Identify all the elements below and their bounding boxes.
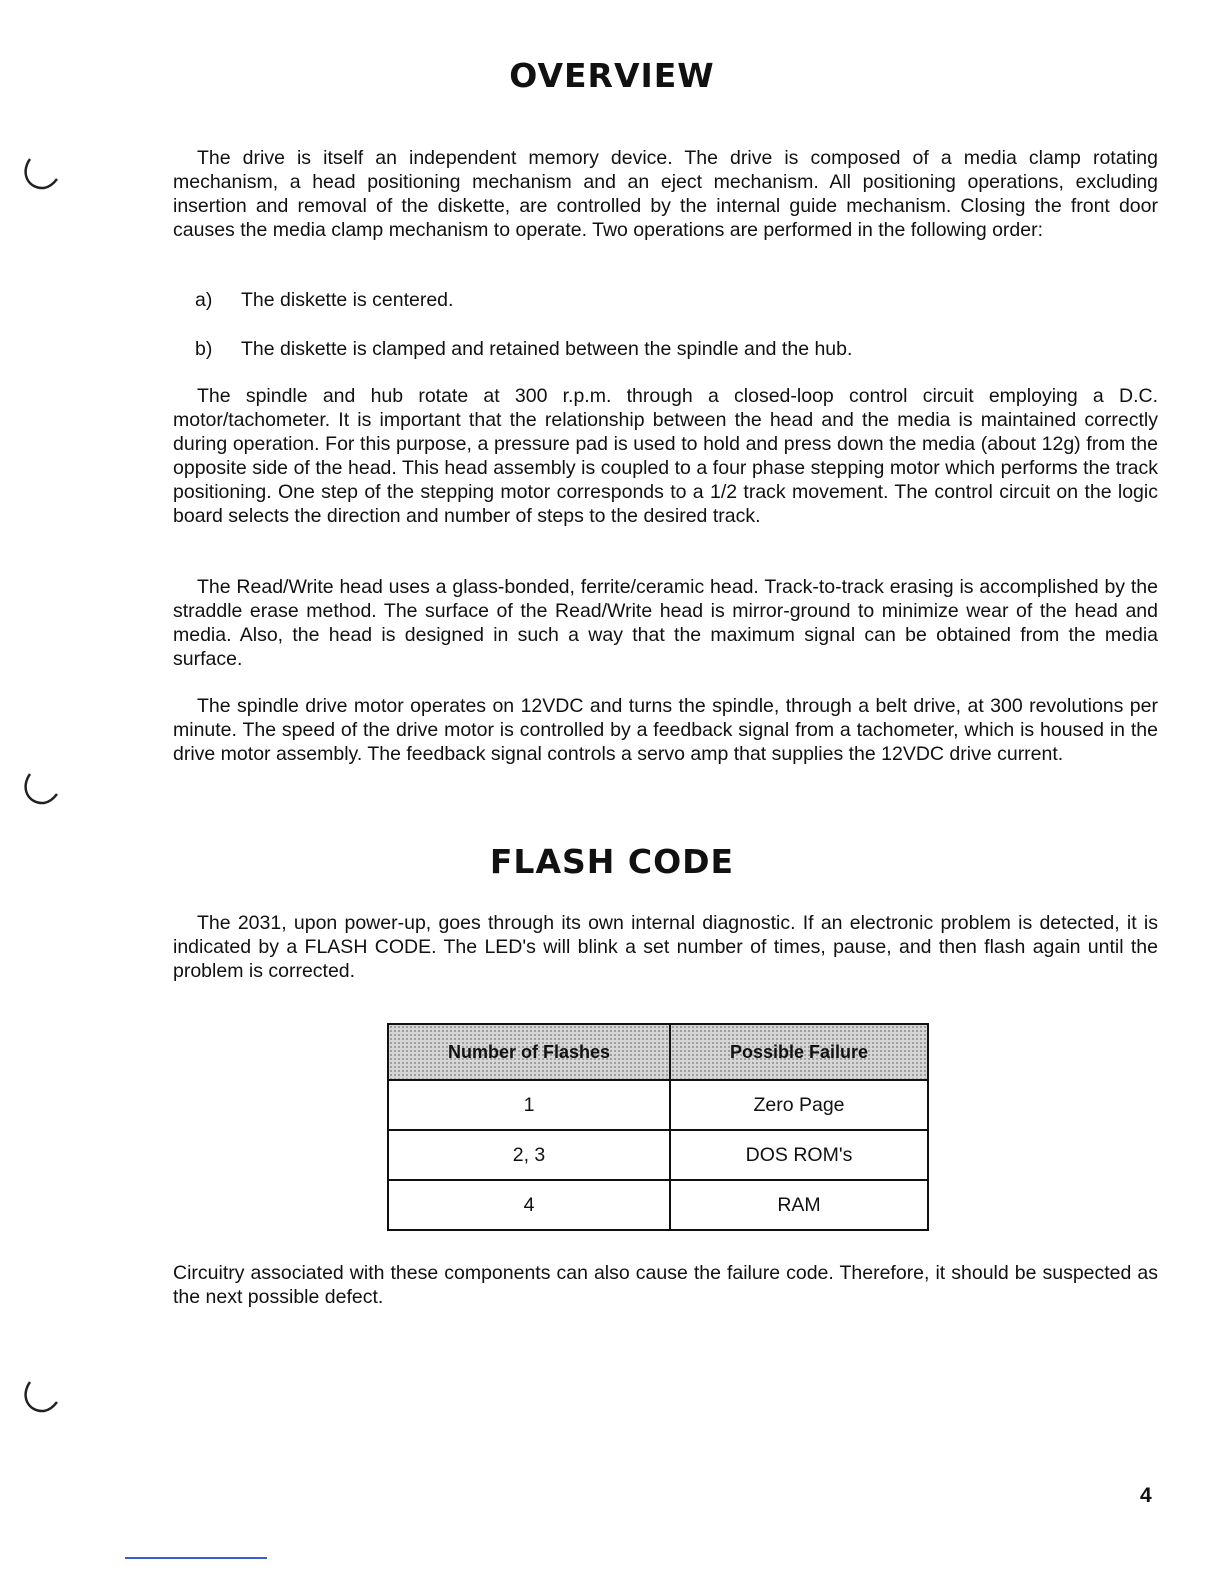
- flash-code-intro-text: The 2031, upon power-up, goes through its own internal diagnostic. If an electronic problem is detected, it is indicated by a FLASH CODE. The LED's will blink a set number of times, pause, and then flash again until the problem is corrected.: [173, 912, 1158, 982]
- binder-hole-icon: [22, 155, 60, 193]
- flashes-cell: 1: [388, 1080, 670, 1130]
- flash-code-outro-paragraph: Circuitry associated with these components can also cause the failure code. Therefore, it should be suspected as the next possible defect.: [173, 1262, 1158, 1308]
- table-row: [388, 1080, 928, 1130]
- failure-cell: RAM: [670, 1180, 928, 1230]
- flashes-cell: 4: [388, 1180, 670, 1230]
- binder-hole-icon: [22, 770, 60, 808]
- spindle-motor-text: The spindle drive motor operates on 12VDC and turns the spindle, through a belt drive, at 300 revolutions per minute. The speed of the drive motor is controlled by a feedback signal from a tachometer, which is housed in the drive motor assembly. The feedback signal controls a servo amp that supplies the 12VDC drive current.: [173, 695, 1158, 765]
- step-b: [195, 337, 852, 361]
- overview-intro-paragraph: [173, 146, 1158, 242]
- flash-code-heading: FLASH CODE: [489, 842, 735, 881]
- step-b-text: The diskette is clamped and retained between the spindle and the hub.: [241, 338, 853, 360]
- flash-code-intro-paragraph: [173, 911, 1158, 983]
- step-a-label: a): [195, 289, 213, 311]
- binder-hole-icon: [22, 1378, 60, 1416]
- read-write-head-text: The Read/Write head uses a glass-bonded, ferrite/ceramic head. Track-to-track erasing is accomplished by the straddle erase method. The surface of the Read/Write head is mirror-ground to minimize wear of the head and media. Also, the head is designed in such a way that the maximum signal can be obtained from the media surface.: [173, 576, 1158, 670]
- spindle-text: The spindle and hub rotate at 300 r.p.m. through a closed-loop control circuit employing a D.C. motor/tachometer. It is important that the relationship between the head and the media is maintained correctly during operation. For this purpose, a pressure pad is used to hold and press down the media (about 12g) from the opposite side of the head. This head assembly is coupled to a four phase stepping motor which performs the track positioning. One step of the stepping motor corresponds to a 1/2 track movement. The control circuit on the logic board selects the direction and number of steps to the desired track.: [173, 385, 1158, 527]
- column-header-failure: Possible Failure: [670, 1024, 928, 1080]
- step-b-label: b): [195, 338, 213, 360]
- spindle-motor-paragraph: [173, 694, 1158, 766]
- overview-intro-text: The drive is itself an independent memory device. The drive is composed of a media clamp rotating mechanism, a head positioning mechanism and an eject mechanism. All positioning operations, excluding insertion and removal of the diskette, are controlled by the internal guide mechanism. Closing the front door causes the media clamp mechanism to operate. Two operations are performed in the following order:: [173, 147, 1158, 241]
- column-header-flashes: Number of Flashes: [388, 1024, 670, 1080]
- scan-edge-line: [125, 1557, 267, 1559]
- spindle-paragraph: [173, 384, 1158, 528]
- step-a: [195, 288, 453, 312]
- read-write-head-paragraph: [173, 575, 1158, 671]
- flash-code-table: [387, 1023, 929, 1231]
- table-row: [388, 1130, 928, 1180]
- flashes-cell: 2, 3: [388, 1130, 670, 1180]
- table-header-row: [388, 1024, 928, 1080]
- failure-cell: DOS ROM's: [670, 1130, 928, 1180]
- failure-cell: Zero Page: [670, 1080, 928, 1130]
- step-a-text: The diskette is centered.: [241, 289, 454, 311]
- table-row: [388, 1180, 928, 1230]
- page-number: 4: [1140, 1484, 1152, 1507]
- overview-heading: OVERVIEW: [509, 56, 715, 95]
